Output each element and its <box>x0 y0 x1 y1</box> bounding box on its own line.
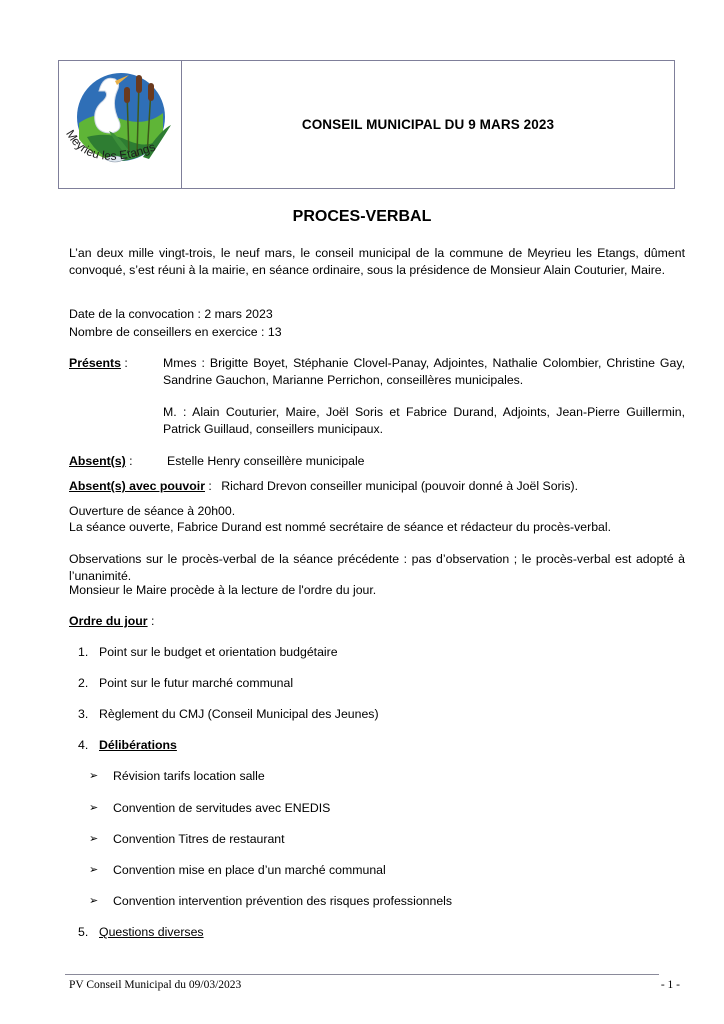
meeting-title: CONSEIL MUNICIPAL DU 9 MARS 2023 <box>301 117 555 132</box>
arrow-bullet-icon: ➢ <box>89 895 99 907</box>
seance-opening: Ouverture de séance à 20h00. <box>69 504 236 518</box>
arrow-bullet-icon: ➢ <box>89 802 99 814</box>
seance-secretary: La séance ouverte, Fabrice Durand est nommé secrétaire de séance et rédacteur du procès-verbal. <box>69 520 612 534</box>
presents-men: M. : Alain Couturier, Maire, Joël Soris et Fabrice Durand, Adjoints, Jean-Pierre Guillermin, Patrick Guillaud, conseillers municipaux. <box>163 405 685 436</box>
ordre-num-2: 2. <box>78 676 89 690</box>
absents-pouvoir-text: Richard Drevon conseiller municipal (pouvoir donné à Joël Soris). <box>221 479 579 493</box>
presents-label: Présents : <box>69 356 128 370</box>
document-title: PROCES-VERBAL <box>292 208 432 225</box>
ordre-num-1: 1. <box>78 645 89 659</box>
deliberation-item-4: Convention mise en place d’un marché communal <box>113 863 386 877</box>
arrow-bullet-icon: ➢ <box>89 833 99 845</box>
arrow-bullet-icon: ➢ <box>89 864 99 876</box>
conseillers-count: Nombre de conseillers en exercice : 13 <box>69 325 282 339</box>
deliberation-item-5: Convention intervention prévention des risques professionnels <box>113 894 453 908</box>
footer-doc-name: PV Conseil Municipal du 09/03/2023 <box>69 979 242 991</box>
ordre-num-3: 3. <box>78 707 89 721</box>
deliberation-item-3: Convention Titres de restaurant <box>113 832 285 846</box>
deliberation-item-1: Révision tarifs location salle <box>113 769 265 783</box>
ordre-num-4: 4. <box>78 738 89 752</box>
ordre-label: Ordre du jour : <box>69 614 155 628</box>
ordre-item-3: Règlement du CMJ (Conseil Municipal des Jeunes) <box>99 707 379 721</box>
seance-ordre: Monsieur le Maire procède à la lecture de l'ordre du jour. <box>69 583 377 597</box>
ordre-item-1: Point sur le budget et orientation budgétaire <box>99 645 338 659</box>
ordre-num-5: 5. <box>78 925 89 939</box>
seance-observations: Observations sur le procès-verbal de la séance précédente : pas d’observation ; le procès-verbal est adopté à l’unanimité. <box>69 552 685 583</box>
absents-text: Estelle Henry conseillère municipale <box>167 454 365 468</box>
logo-emblem-icon <box>59 61 181 190</box>
presents-women: Mmes : Brigitte Boyet, Stéphanie Clovel-Panay, Adjointes, Nathalie Colombier, Christine Gay, Sandrine Gauchon, Marianne Perrichon, conseillères municipales. <box>163 356 685 387</box>
intro-paragraph: L’an deux mille vingt-trois, le neuf mars, le conseil municipal de la commune de Meyrieu les Etangs, dûment convoqué, s’est réuni à la mairie, en séance ordinaire, sous la présidence de Monsieur Alain Couturier, Maire. <box>69 246 685 277</box>
deliberation-item-2: Convention de servitudes avec ENEDIS <box>113 801 331 815</box>
header-box <box>58 60 675 189</box>
logo-text: Meyrieu les Etangs <box>63 127 158 163</box>
ordre-item-2: Point sur le futur marché communal <box>99 676 294 690</box>
absents-line: Absent(s) : Estelle Henry conseillère municipale <box>69 454 365 468</box>
ordre-item-5: Questions diverses <box>99 925 204 939</box>
logo <box>59 61 182 188</box>
arrow-bullet-icon: ➢ <box>89 770 99 782</box>
absents-pouvoir-line: Absent(s) avec pouvoir : Richard Drevon conseiller municipal (pouvoir donné à Joël Soris). <box>69 479 579 493</box>
footer-divider <box>65 974 659 975</box>
ordre-item-4: Délibérations <box>99 738 177 752</box>
page-number: - 1 - <box>660 979 680 991</box>
convocation-date: Date de la convocation : 2 mars 2023 <box>69 307 273 321</box>
